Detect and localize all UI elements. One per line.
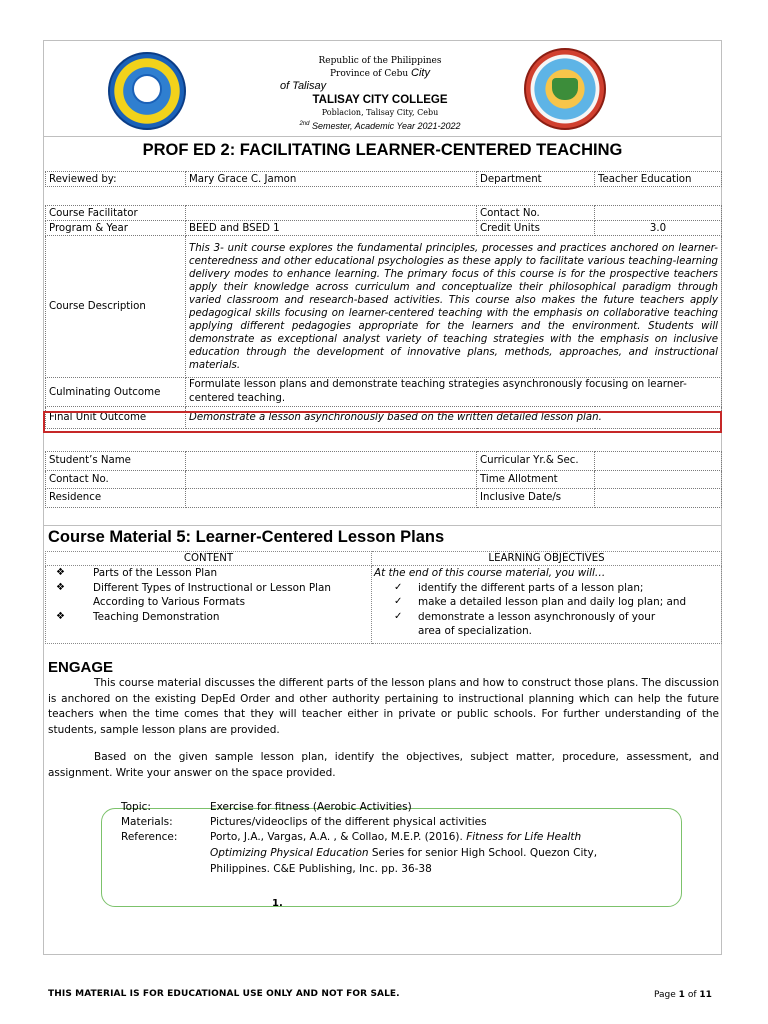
reference-line-3: Philippines. C&E Publishing, Inc. pp. 36-38 <box>210 863 432 875</box>
course-title: PROF ED 2: FACILITATING LEARNER-CENTERED TEACHING <box>142 141 623 159</box>
final-outcome-value: Demonstrate a lesson asynchronously based on the written detailed lesson plan. <box>186 407 722 429</box>
time-allotment-label: Time Allotment <box>477 470 595 489</box>
content-item: ❖ Different Types of Instructional or Lesson Plan <box>56 581 332 594</box>
diamond-bullet-icon: ❖ <box>56 610 65 622</box>
student-contact-field[interactable] <box>186 470 477 489</box>
inclusive-dates-field[interactable] <box>595 489 722 508</box>
facilitator-value[interactable] <box>186 206 477 221</box>
header-city: of Talisay <box>280 80 327 92</box>
item-number: 1. <box>272 898 283 909</box>
content-list <box>46 566 372 644</box>
objectives-list <box>372 566 722 644</box>
student-contact-label: Contact No. <box>46 470 186 489</box>
header-college: TALISAY CITY COLLEGE <box>312 94 448 106</box>
contact-label: Contact No. <box>477 206 595 221</box>
course-info-table <box>45 171 722 429</box>
student-name-label: Student’s Name <box>46 452 186 471</box>
checkmark-icon: ✓ <box>394 610 403 622</box>
engage-heading: ENGAGE <box>48 659 114 676</box>
checkmark-icon: ✓ <box>394 596 403 607</box>
reference-line-1: Porto, J.A., Vargas, A.A. , & Collao, M.E.P. (2016). Fitness for Life Health <box>210 831 582 843</box>
reference-line-2: Optimizing Physical Education Series for senior High School. Quezon City, <box>210 847 598 859</box>
header-semester: $^{2nd}$ Semester, Academic Year 2021-2022 <box>299 121 461 131</box>
objective-item-continued: area of specialization. <box>418 625 532 637</box>
content-item-continued: According to Various Formats <box>93 596 246 608</box>
description-label: Course Description <box>46 236 186 378</box>
student-info-table <box>45 451 722 508</box>
final-outcome-highlight <box>43 411 722 433</box>
engage-paragraph-2: Based on the given sample lesson plan, identify the objectives, subject matter, procedure, assessment, and assignment. Write your answer on the space provided. <box>48 751 719 779</box>
objective-item: ✓ identify the different parts of a lesson plan; <box>394 581 644 594</box>
content-objectives-table <box>45 551 722 644</box>
materials-value: Pictures/videoclips of the different physical activities <box>210 816 487 828</box>
objectives-header: LEARNING OBJECTIVES <box>372 552 722 566</box>
objective-item: ✓ demonstrate a lesson asynchronously of your <box>394 610 656 623</box>
reviewed-by-label: Reviewed by: <box>46 172 186 187</box>
program-value: BEED and BSED 1 <box>186 221 477 236</box>
material-title: Course Material 5: Learner-Centered Lesson Plans <box>48 528 445 546</box>
culminating-value: Formulate lesson plans and demonstrate teaching strategies asynchronously focusing on learner-centered teaching. <box>186 378 722 407</box>
description-value: This 3- unit course explores the fundamental principles, processes and practices anchored on learner-centeredness and other educational psychologies as these apply to facilitate various teaching-learning delivery modes to enhance learning. The primary focus of this course is for the prospective teachers apply their knowledge across curriculum and conceptualize their philosophical paradigm through varied classroom and research-based activities. This course also makes the future teachers apply pedagogical skills focusing on learner-centered teaching with the emphasis on collaborative teaching applying different pedagogies appropriate for the learners and the environment. Students will demonstrate as exceptional analyst variety of teaching strategies with the emphasis on inclusive education through the development of innovative plans, methods, approaches, and instructional materials. <box>186 236 722 378</box>
diamond-bullet-icon: ❖ <box>56 567 65 578</box>
header-divider <box>44 136 721 137</box>
college-logo <box>108 52 186 130</box>
curricular-field[interactable] <box>595 452 722 471</box>
footer-notice: THIS MATERIAL IS FOR EDUCATIONAL USE ONLY AND NOT FOR SALE. <box>48 989 400 999</box>
time-allotment-field[interactable] <box>595 470 722 489</box>
curricular-label: Curricular Yr.& Sec. <box>477 452 595 471</box>
inclusive-dates-label: Inclusive Date/s <box>477 489 595 508</box>
facilitator-label: Course Facilitator <box>46 206 186 221</box>
content-item: ❖ Parts of the Lesson Plan <box>56 567 218 579</box>
content-header: CONTENT <box>46 552 372 566</box>
program-label: Program & Year <box>46 221 186 236</box>
reference-label: Reference: <box>121 831 178 843</box>
header-republic: Republic of the Philippines <box>318 56 442 66</box>
objective-item: ✓ make a detailed lesson plan and daily log plan; and <box>394 596 687 608</box>
reviewed-by-value: Mary Grace C. Jamon <box>186 172 477 187</box>
student-name-field[interactable] <box>186 452 477 471</box>
credit-label: Credit Units <box>477 221 595 236</box>
credit-value: 3.0 <box>595 221 722 236</box>
checkmark-icon: ✓ <box>394 581 403 593</box>
culminating-label: Culminating Outcome <box>46 378 186 407</box>
objectives-intro: At the end of this course material, you will… <box>374 567 606 579</box>
residence-label: Residence <box>46 489 186 508</box>
department-value: Teacher Education <box>595 172 722 187</box>
materials-label: Materials: <box>121 816 173 828</box>
final-outcome-label: Final Unit Outcome <box>46 407 186 429</box>
diamond-bullet-icon: ❖ <box>56 581 65 593</box>
department-label: Department <box>477 172 595 187</box>
engage-paragraph-1: This course material discusses the different parts of the lesson plans and how to construct those plans. The discussion is anchored on the existing DepEd Order and other authority pertaining to instructional planning which can help the future teachers when the time comes that they will teacher either in private or public schools. For further understanding of the students, sample lesson plans are provided. <box>48 677 719 736</box>
spacer-row <box>46 187 722 206</box>
header-address: Poblacion, Talisay City, Cebu <box>321 108 439 117</box>
page-number: Page 1 of 11 <box>654 990 712 1000</box>
header-province: Province of Cebu City <box>330 67 430 79</box>
contact-value[interactable] <box>595 206 722 221</box>
topic-label: Topic: <box>121 801 151 813</box>
topic-value: Exercise for fitness (Aerobic Activities) <box>210 801 412 813</box>
section-divider <box>44 525 721 526</box>
residence-field[interactable] <box>186 489 477 508</box>
content-item: ❖ Teaching Demonstration <box>56 610 220 623</box>
